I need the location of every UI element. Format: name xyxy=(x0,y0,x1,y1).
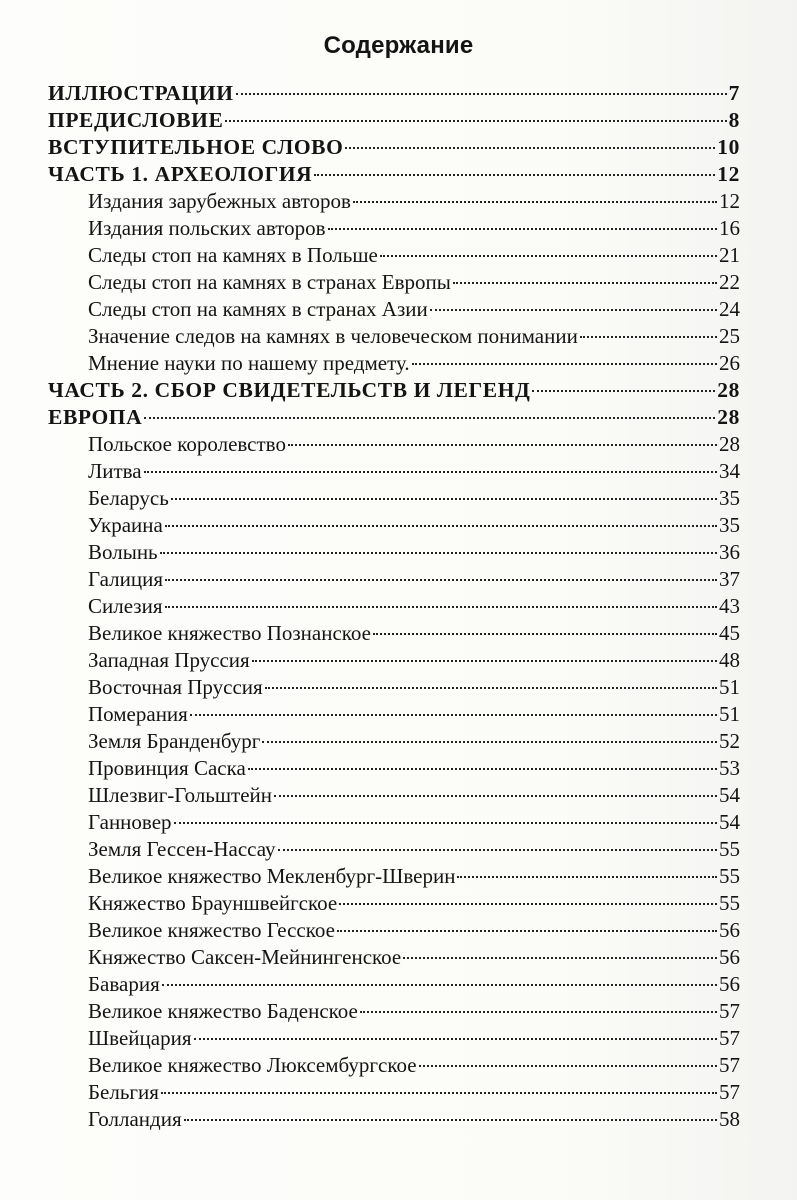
toc-page-number: 28 xyxy=(719,432,740,456)
toc-subentry xyxy=(48,782,740,809)
toc-page-number: 10 xyxy=(717,135,740,159)
toc-subentry xyxy=(48,863,740,890)
dot-leader xyxy=(430,309,717,311)
toc-page-number: 51 xyxy=(719,702,740,726)
dot-leader xyxy=(165,579,717,581)
dot-leader xyxy=(274,795,717,797)
toc-subentry xyxy=(48,728,740,755)
dot-leader xyxy=(532,390,715,392)
toc-page-number: 54 xyxy=(719,783,740,807)
toc-page-number: 58 xyxy=(719,1107,740,1131)
toc-entry-label: Провинция Саска xyxy=(88,756,246,780)
toc-entry-label: Померания xyxy=(88,702,188,726)
dot-leader xyxy=(171,498,717,500)
dot-leader xyxy=(144,471,717,473)
toc-entry-label: Украина xyxy=(88,513,163,537)
dot-leader xyxy=(161,1092,717,1094)
dot-leader xyxy=(328,228,717,230)
toc-subentry xyxy=(48,323,740,350)
dot-leader xyxy=(174,822,717,824)
toc-entry-label: Великое княжество Баденское xyxy=(88,999,358,1023)
toc-page-number: 57 xyxy=(719,1080,740,1104)
toc-subentry xyxy=(48,269,740,296)
toc-entry-label: Волынь xyxy=(88,540,158,564)
toc-entry-label: Следы стоп на камнях в странах Европы xyxy=(88,270,451,294)
toc-entry-label: Земля Бранденбург xyxy=(88,729,261,753)
toc-entry-label: Польское королевство xyxy=(88,432,286,456)
toc-page-number: 45 xyxy=(719,621,740,645)
toc-entry-label: Галиция xyxy=(88,567,163,591)
toc-page-number: 22 xyxy=(719,270,740,294)
toc-subentry xyxy=(48,809,740,836)
dot-leader xyxy=(162,984,717,986)
dot-leader xyxy=(165,525,717,527)
toc-entry-label: Мнение науки по нашему предмету. xyxy=(88,351,410,375)
dot-leader xyxy=(288,444,717,446)
toc-page-number: 35 xyxy=(719,513,740,537)
toc-page-number: 55 xyxy=(719,891,740,915)
toc-subentry xyxy=(48,917,740,944)
toc-subentry xyxy=(48,890,740,917)
dot-leader xyxy=(165,606,718,608)
toc-entry-label: Издания польских авторов xyxy=(88,216,326,240)
toc-subentry xyxy=(48,431,740,458)
toc-page-number: 43 xyxy=(719,594,740,618)
toc-page-number: 24 xyxy=(719,297,740,321)
toc-entry-label: Княжество Брауншвейгское xyxy=(88,891,338,915)
toc-page-number: 54 xyxy=(719,810,740,834)
dot-leader xyxy=(419,1065,717,1067)
dot-leader xyxy=(373,633,717,635)
toc-subentry xyxy=(48,1079,740,1106)
toc-entry-label: ВСТУПИТЕЛЬНОЕ СЛОВО xyxy=(48,135,344,159)
dot-leader xyxy=(380,255,717,257)
toc-page-number: 55 xyxy=(719,837,740,861)
dot-leader xyxy=(345,147,715,149)
toc-entry-label: ЧАСТЬ 2. СБОР СВИДЕТЕЛЬСТВ И ЛЕГЕНД xyxy=(48,378,531,402)
toc-page-number: 51 xyxy=(719,675,740,699)
toc-page-number: 34 xyxy=(719,459,740,483)
dot-leader xyxy=(225,120,726,122)
toc-subentry xyxy=(48,188,740,215)
toc-entry-label: Издания зарубежных авторов xyxy=(88,189,351,213)
toc-subentry xyxy=(48,971,740,998)
dot-leader xyxy=(353,201,717,203)
toc-subentry xyxy=(48,836,740,863)
toc-page-number: 56 xyxy=(719,972,740,996)
dot-leader xyxy=(265,687,717,689)
toc-subentry xyxy=(48,944,740,971)
dot-leader xyxy=(314,174,715,176)
toc-entry-label: Бельгия xyxy=(88,1080,159,1104)
toc-entry-label: ПРЕДИСЛОВИЕ xyxy=(48,108,224,132)
toc-entry-label: Беларусь xyxy=(88,486,169,510)
toc-entry-label: Великое княжество Познанское xyxy=(88,621,371,645)
toc-page-number: 28 xyxy=(717,405,740,429)
toc-page-number: 12 xyxy=(719,189,740,213)
toc-entry-label: Западная Пруссия xyxy=(88,648,250,672)
dot-leader xyxy=(144,417,715,419)
toc-subentry xyxy=(48,242,740,269)
toc-entry-label: Силезия xyxy=(88,594,163,618)
toc-subentry xyxy=(48,998,740,1025)
toc-entry-label: Бавария xyxy=(88,972,160,996)
toc-entry-label: Шлезвиг-Гольштейн xyxy=(88,783,273,807)
page-title: Содержание xyxy=(323,32,474,59)
toc-page-number: 57 xyxy=(719,1053,740,1077)
toc-entry-label: Ганновер xyxy=(88,810,172,834)
toc-entry-label: Великое княжество Люксембургское xyxy=(88,1053,417,1077)
toc-subentry xyxy=(48,647,740,674)
toc-page-number: 55 xyxy=(719,864,740,888)
toc-section-entry xyxy=(48,80,740,107)
dot-leader xyxy=(403,957,717,959)
toc-subentry xyxy=(48,215,740,242)
dot-leader xyxy=(184,1119,717,1121)
toc-entry-label: Следы стоп на камнях в Польше xyxy=(88,243,378,267)
toc-subentry xyxy=(48,701,740,728)
toc-subentry xyxy=(48,1106,740,1133)
toc-section-entry xyxy=(48,107,740,134)
toc-page-number: 28 xyxy=(717,378,740,402)
dot-leader xyxy=(580,336,717,338)
toc-entry-label: ЕВРОПА xyxy=(48,405,143,429)
toc-page-number: 26 xyxy=(719,351,740,375)
toc-page-number: 56 xyxy=(719,945,740,969)
dot-leader xyxy=(339,903,717,905)
dot-leader xyxy=(160,552,717,554)
toc-subentry xyxy=(48,512,740,539)
toc-subentry xyxy=(48,296,740,323)
toc-subentry xyxy=(48,674,740,701)
toc-subentry xyxy=(48,593,740,620)
table-of-contents xyxy=(48,80,740,1133)
toc-page-number: 8 xyxy=(728,108,740,132)
toc-entry-label: Следы стоп на камнях в странах Азии xyxy=(88,297,428,321)
dot-leader xyxy=(194,1038,718,1040)
dot-leader xyxy=(360,1011,717,1013)
toc-page-number: 37 xyxy=(719,567,740,591)
dot-leader xyxy=(262,741,717,743)
dot-leader xyxy=(248,768,717,770)
toc-subentry xyxy=(48,458,740,485)
toc-subentry xyxy=(48,485,740,512)
toc-page-number: 7 xyxy=(728,81,740,105)
toc-subentry xyxy=(48,1052,740,1079)
toc-section-entry xyxy=(48,404,740,431)
dot-leader xyxy=(457,876,717,878)
toc-subentry xyxy=(48,539,740,566)
toc-entry-label: Великое княжество Гесское xyxy=(88,918,335,942)
toc-entry-label: ЧАСТЬ 1. АРХЕОЛОГИЯ xyxy=(48,162,313,186)
toc-section-entry xyxy=(48,377,740,404)
toc-page-number: 35 xyxy=(719,486,740,510)
toc-section-entry xyxy=(48,134,740,161)
toc-entry-label: ИЛЛЮСТРАЦИИ xyxy=(48,81,234,105)
toc-page-number: 36 xyxy=(719,540,740,564)
dot-leader xyxy=(278,849,718,851)
toc-page-number: 21 xyxy=(719,243,740,267)
toc-entry-label: Литва xyxy=(88,459,142,483)
toc-page-number: 12 xyxy=(717,162,740,186)
dot-leader xyxy=(453,282,717,284)
toc-page-number: 52 xyxy=(719,729,740,753)
toc-page-number: 57 xyxy=(719,1026,740,1050)
toc-page-number: 56 xyxy=(719,918,740,942)
toc-subentry xyxy=(48,1025,740,1052)
toc-subentry xyxy=(48,755,740,782)
toc-subentry xyxy=(48,620,740,647)
toc-section-entry xyxy=(48,161,740,188)
toc-entry-label: Значение следов на камнях в человеческом понимании xyxy=(88,324,578,348)
toc-page-number: 57 xyxy=(719,999,740,1023)
toc-page-number: 25 xyxy=(719,324,740,348)
toc-entry-label: Княжество Саксен-Мейнингенское xyxy=(88,945,402,969)
toc-subentry xyxy=(48,566,740,593)
dot-leader xyxy=(337,930,717,932)
dot-leader xyxy=(236,93,727,95)
toc-entry-label: Восточная Пруссия xyxy=(88,675,263,699)
toc-page-number: 16 xyxy=(719,216,740,240)
toc-subentry xyxy=(48,350,740,377)
toc-entry-label: Великое княжество Мекленбург-Шверин xyxy=(88,864,456,888)
toc-page-number: 48 xyxy=(719,648,740,672)
toc-entry-label: Земля Гессен-Нассау xyxy=(88,837,276,861)
dot-leader xyxy=(190,714,717,716)
toc-page-number: 53 xyxy=(719,756,740,780)
dot-leader xyxy=(252,660,717,662)
toc-entry-label: Швейцария xyxy=(88,1026,192,1050)
dot-leader xyxy=(412,363,717,365)
toc-entry-label: Голландия xyxy=(88,1107,182,1131)
